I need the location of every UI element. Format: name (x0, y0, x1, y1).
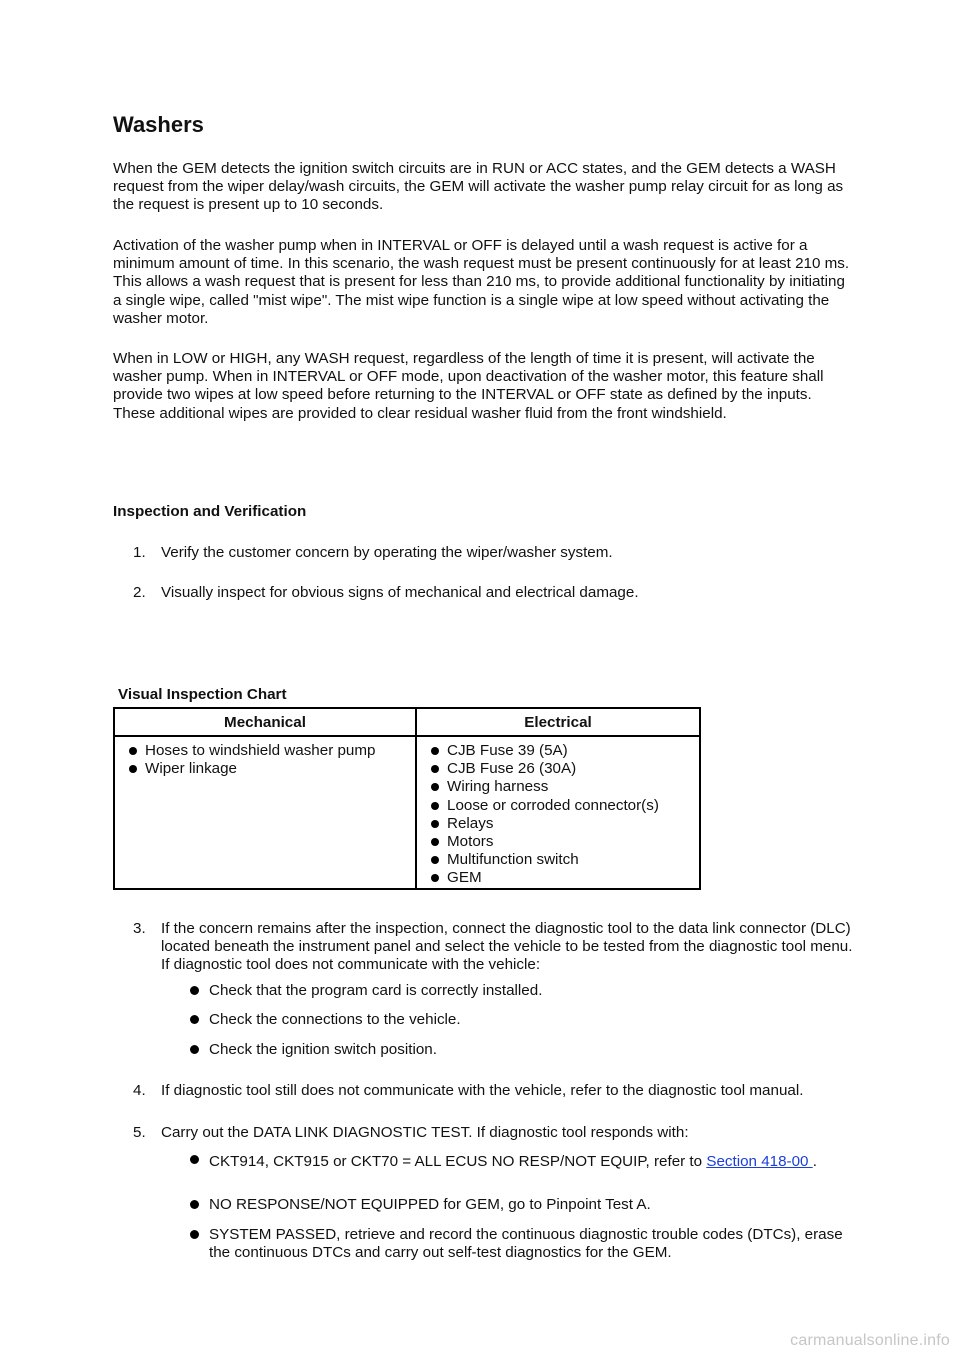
list-item-text: Loose or corroded connector(s) (447, 796, 659, 814)
list-item (417, 833, 699, 851)
table-header-row (114, 708, 700, 736)
electrical-list (417, 742, 699, 888)
bullet-dot-icon (431, 838, 439, 846)
list-item-text: CJB Fuse 39 (5A) (447, 742, 568, 759)
watermark: carmanualsonline.info (790, 1332, 950, 1349)
paragraph-gem-wash-request: When the GEM detects the ignition switch circuits are in RUN or ACC states, and the GEM detects a WASH request from the wiper delay/wash circuits, the GEM will activate the washer pump relay circuit for as long as the request is present up to 10 seconds. (113, 160, 844, 214)
bullet-dot-icon (190, 1015, 199, 1024)
list-item (417, 778, 699, 796)
bullet-dot-icon (129, 765, 137, 773)
list-item (417, 760, 699, 778)
bullet-dot-icon (190, 1045, 199, 1054)
chart-caption: Visual Inspection Chart (118, 686, 287, 703)
list-item-text: Motors (447, 833, 494, 851)
bullet-text: Check the ignition switch position. (209, 1041, 437, 1058)
bullet-dot-icon (431, 856, 439, 864)
list-item (417, 851, 699, 869)
step-text: If diagnostic tool still does not communicate with the vehicle, refer to the diagnostic tool manual. (161, 1082, 804, 1099)
list-item (417, 742, 699, 760)
step-text: Carry out the DATA LINK DIAGNOSTIC TEST. If diagnostic tool responds with: (161, 1124, 689, 1141)
bullet-text: NO RESPONSE/NOT EQUIPPED for GEM, go to Pinpoint Test A. (209, 1196, 651, 1213)
step-number: 5. (133, 1124, 146, 1141)
page-title: Washers (113, 112, 204, 137)
bullet-dot-icon (431, 765, 439, 773)
list-item-text: Wiring harness (447, 778, 549, 796)
bullet-dot-icon (431, 783, 439, 791)
bullet-dot-icon (190, 1200, 199, 1209)
bullet-dot-icon (190, 986, 199, 995)
mechanical-cell (114, 736, 416, 889)
step-number: 3. (133, 920, 146, 937)
list-item (417, 869, 699, 887)
paragraph-interval-delay: Activation of the washer pump when in INTERVAL or OFF is delayed until a wash request is active for a minimum amount of time. In this scenario, the wash request must be present continuously for at least 210 ms. This allows a wash request that is present for less than 210 ms, to provide additional functionality by initiating a single wipe, called "mist wipe". The mist wipe function is a single wipe at low speed without activating the washer motor. (113, 237, 850, 327)
list-item-text: Wiper linkage (145, 760, 238, 778)
bullet-text: Check the connections to the vehicle. (209, 1011, 461, 1028)
bullet-dot-icon (190, 1155, 199, 1164)
list-item (417, 797, 699, 815)
bullet-dot-icon (431, 820, 439, 828)
bullet-dot-icon (431, 802, 439, 810)
list-item (115, 760, 415, 778)
bullet-text-start: CKT914, CKT915 or CKT70 = ALL ECUS NO RESP/NOT EQUIP, refer to (209, 1153, 707, 1170)
bullet-text: Check that the program card is correctly installed. (209, 982, 543, 999)
bullet-dot-icon (431, 874, 439, 882)
list-item-text: GEM (447, 869, 482, 887)
step-number: 1. (133, 544, 146, 561)
list-item-text: CJB Fuse 26 (30A) (447, 760, 577, 778)
bullet-dot-icon (431, 747, 439, 755)
visual-inspection-table (113, 707, 701, 890)
bullet-dot-icon (190, 1230, 199, 1239)
column-header-mechanical: Mechanical (114, 708, 416, 736)
list-item (115, 742, 415, 760)
list-item-text: Multifunction switch (447, 851, 579, 869)
table-row (114, 736, 700, 889)
inspection-heading: Inspection and Verification (113, 503, 307, 520)
paragraph-low-high-wash: When in LOW or HIGH, any WASH request, regardless of the length of time it is present, will activate the washer pump. When in INTERVAL or OFF mode, upon deactivation of the washer motor, this feature shall provide two wipes at low speed before returning to the INTERVAL or OFF state as defined by the inputs. These additional wipes are provided to clear residual washer fluid from the front windshield. (113, 350, 824, 422)
electrical-cell (416, 736, 700, 889)
list-item-text: Hoses to windshield washer pump (145, 742, 376, 759)
bullet-text-end: . (812, 1153, 817, 1170)
column-header-electrical: Electrical (416, 708, 700, 736)
step-number: 2. (133, 584, 146, 601)
step-text: Verify the customer concern by operating the wiper/washer system. (161, 544, 613, 561)
step-text: If the concern remains after the inspection, connect the diagnostic tool to the data link connector (DLC) located beneath the instrument panel and select the vehicle to be tested from the diagnostic tool menu. If diagnostic tool does not communicate with the vehicle: (161, 920, 853, 974)
bullet-text (209, 1151, 849, 1173)
section-418-00-link[interactable]: Section 418-00 (706, 1153, 813, 1170)
bullet-dot-icon (129, 747, 137, 755)
step-number: 4. (133, 1082, 146, 1099)
step-text: Visually inspect for obvious signs of mechanical and electrical damage. (161, 584, 639, 601)
bullet-text: SYSTEM PASSED, retrieve and record the continuous diagnostic trouble codes (DTCs), erase the continuous DTCs and carry out self-test diagnostics for the GEM. (209, 1226, 843, 1262)
list-item-text: Relays (447, 814, 494, 832)
list-item (417, 815, 699, 833)
mechanical-list (115, 742, 415, 778)
